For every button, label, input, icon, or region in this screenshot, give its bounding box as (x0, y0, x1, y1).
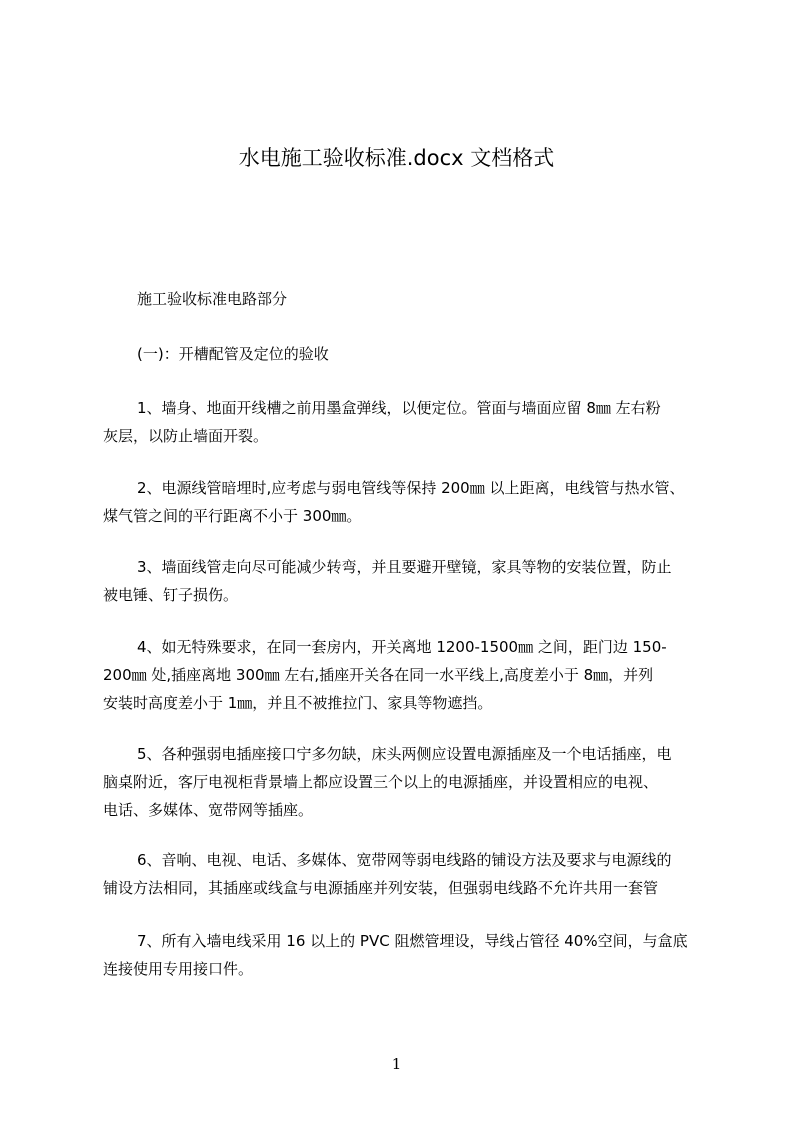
paragraph-line: 3、墙面线管走向尽可能减少转弯，并且要避开壁镜，家具等物的安装位置，防止 (137, 558, 672, 576)
paragraph-line: 铺设方法相同，其插座或线盒与电源插座并列安装，但强弱电线路不允许共用一套管 (103, 879, 659, 897)
paragraph-line: 4、如无特殊要求，在同一套房内，开关离地 1200-1500㎜ 之间，距门边 150- (137, 638, 667, 656)
paragraph-line: 连接使用专用接口件。 (103, 960, 254, 978)
paragraph-1 (103, 394, 715, 450)
document-title: 水电施工验收标准.docx 文档格式 (238, 146, 555, 170)
paragraph-3 (103, 553, 715, 609)
paragraph-line: 安装时高度差小于 1㎜，并且不被推拉门、家具等物遮挡。 (103, 694, 493, 712)
paragraph-line: 6、音响、电视、电话、多媒体、宽带网等弱电线路的铺设方法及要求与电源线的 (137, 851, 672, 869)
paragraph-4 (103, 633, 715, 717)
paragraph-line: 灰层，以防止墙面开裂。 (103, 427, 269, 445)
paragraph-2 (103, 474, 715, 530)
section-title: 施工验收标准电路部分 (137, 290, 288, 308)
paragraph-5 (103, 740, 715, 824)
subsection-title: (一)：开槽配管及定位的验收 (137, 345, 329, 363)
page-number: 1 (391, 1055, 402, 1073)
paragraph-line: 7、所有入墙电线采用 16 以上的 PVC 阻燃管埋设，导线占管径 40%空间，与盒底 (137, 932, 688, 950)
paragraph-6 (103, 846, 715, 902)
paragraph-line: 200㎜ 处,插座离地 300㎜ 左右,插座开关各在同一水平线上,高度差小于 8㎜，并列 (103, 666, 654, 684)
paragraph-line: 被电锤、钉子损伤。 (103, 586, 239, 604)
paragraph-line: 1、墙身、地面开线槽之前用墨盒弹线，以便定位。管面与墙面应留 8㎜ 左右粉 (137, 399, 661, 417)
paragraph-line: 脑桌附近，客厅电视柜背景墙上都应设置三个以上的电源插座，并设置相应的电视、 (103, 773, 659, 791)
paragraph-line: 2、电源线管暗埋时,应考虑与弱电管线等保持 200㎜ 以上距离，电线管与热水管、 (137, 479, 685, 497)
paragraph-7 (103, 927, 715, 983)
paragraph-line: 电话、多媒体、宽带网等插座。 (103, 801, 314, 819)
paragraph-line: 煤气管之间的平行距离不小于 300㎜。 (103, 507, 362, 525)
paragraph-line: 5、各种强弱电插座接口宁多勿缺，床头两侧应设置电源插座及一个电话插座，电 (137, 745, 672, 763)
